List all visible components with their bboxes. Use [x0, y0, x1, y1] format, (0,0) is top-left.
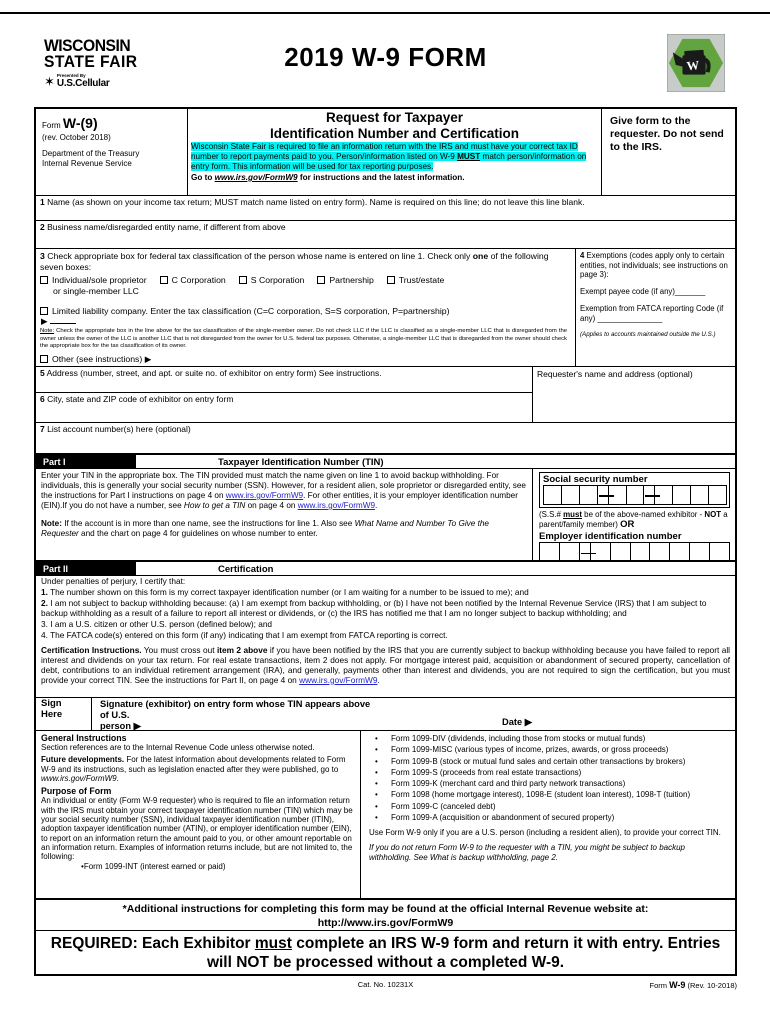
checkbox-partnership-label: Partnership [329, 274, 374, 285]
ssn-cell[interactable] [708, 486, 726, 504]
line5-label: Address (number, street, and apt. or suite no. of exhibitor on entry form) See instructions. [46, 368, 382, 378]
notice-text: Wisconsin State Fair is required to file an information return with the IRS and must have your correct tax ID number to report payments paid to you. Person/information listed on W-9 [191, 142, 578, 162]
form-1099-a-item: Form 1099-A (acquisition or abandonment of secured property) [391, 812, 615, 822]
line1-number: 1 [40, 197, 45, 207]
item2-number: 2. [41, 597, 48, 608]
ssn-dash [597, 486, 608, 504]
part2-body [36, 575, 735, 697]
notice-post: match person/information on entry form. This information will be used for tax reporting purposes. [191, 152, 587, 172]
tin-text-3: on page 4 on [245, 501, 298, 510]
general-instructions-row [36, 730, 735, 898]
page-header [34, 24, 737, 104]
checkbox-other-label: Other (see instructions) ▶ [52, 354, 152, 365]
note-text-2: and the chart on page 4 for guidelines on whose number to enter. [78, 529, 318, 538]
cert-text-1: You must cross out [141, 644, 217, 655]
list-item [369, 734, 729, 743]
tin-boxes-panel [532, 469, 735, 560]
address-requester-row [36, 366, 735, 422]
tax-classification-section [36, 249, 575, 366]
ein-cell[interactable] [709, 543, 729, 560]
item1-number: 1. [41, 586, 48, 597]
bullet-icon: • [375, 734, 378, 743]
list-item [369, 768, 729, 777]
bullet-icon: • [375, 767, 378, 777]
list-item [369, 790, 729, 799]
form-1099-div-item: Form 1099-DIV (dividends, including those from stocks or mutual funds) [391, 734, 646, 743]
item1-text: The number shown on this form is my correct taxpayer identification number (or I am waiting for a number to be issued to me); and [47, 586, 529, 597]
irs-formw9-link[interactable]: www.irs.gov/FormW9 [297, 501, 376, 510]
future-developments-paragraph [41, 755, 355, 783]
ein-title: Employer identification number [539, 530, 682, 542]
checkbox-icon[interactable] [40, 276, 48, 284]
how-to-get-tin-ref: How to get a TIN [183, 501, 246, 510]
certification-item-2 [41, 599, 730, 619]
ein-cell[interactable] [669, 543, 689, 560]
goto-post: for instructions and the latest information. [297, 173, 465, 183]
checkbox-icon[interactable] [40, 355, 48, 363]
bullet-icon: • [375, 790, 378, 800]
line3-label [40, 251, 571, 273]
request-title-line1: Request for Taxpayer [325, 110, 464, 125]
ssn-note-or: OR [620, 519, 635, 531]
requester-name-address-field[interactable]: Requester's name and address (optional) [532, 367, 735, 422]
goto-pre: Go to [191, 173, 215, 183]
future-developments-label: Future developments. [41, 755, 125, 765]
ssn-note-1: (S.S.# [539, 510, 564, 519]
certification-intro: Under penalties of perjury, I certify that: [41, 576, 186, 586]
form-1099-misc-item: Form 1099-MISC (various types of income, prizes, awards, or gross proceeds) [391, 745, 669, 755]
badge-letter: W [686, 58, 700, 74]
required-text-pre: REQUIRED: Each Exhibitor [50, 935, 255, 952]
irs-website-url[interactable]: http://www.irs.gov/FormW9 [317, 916, 454, 929]
fair-badge-icon [667, 34, 725, 92]
line2-label: Business name/disregarded entity name, if different from above [47, 222, 286, 232]
additional-instructions-line1: *Additional instructions for completing this form may be found at the official Internal Revenue website at: [122, 903, 649, 915]
ssn-cell[interactable] [672, 486, 690, 504]
goto-line [191, 173, 598, 182]
city-state-zip-input-row[interactable] [36, 393, 532, 422]
certification-item-4 [41, 631, 730, 641]
part1-body [36, 468, 735, 560]
ein-cell[interactable] [610, 543, 630, 560]
llc-classification-blank[interactable] [50, 316, 76, 324]
give-form-note: Give form to the requester. Do not send to the IRS. [610, 115, 724, 154]
line7-number: 7 [40, 424, 45, 434]
form-1099-b-item: Form 1099-B (stock or mutual fund sales and certain other transactions by brokers) [391, 756, 686, 766]
list-item [369, 813, 729, 822]
bullet-icon: • [375, 812, 378, 822]
form-meta-cell [36, 109, 187, 195]
list-item [369, 802, 729, 811]
form-footer-id [650, 980, 737, 990]
signature-input-area[interactable] [152, 720, 395, 729]
ssn-note-2: be of the above-named exhibitor - [581, 510, 705, 519]
list-item [369, 745, 729, 754]
certification-instructions [41, 646, 730, 686]
backup-withholding-note: If you do not return Form W-9 to the requester with a TIN, you might be subject to backup withholding. See What is backup withholding, page 2. [369, 843, 686, 862]
llc-note-label: Note: [40, 328, 55, 335]
checkbox-icon[interactable] [317, 276, 325, 284]
checkbox-s-corporation[interactable] [239, 275, 305, 286]
checkbox-individual[interactable] [40, 275, 147, 286]
list-item [369, 779, 729, 788]
certification-item-3 [41, 620, 730, 630]
ssn-note-3: a parent/family member) [539, 510, 728, 530]
tin-instructions-paragraph [41, 471, 527, 511]
classification-exemptions-row [36, 248, 735, 366]
line7-label: List account number(s) here (optional) [47, 424, 191, 434]
tin-instructions [36, 469, 532, 560]
line3-label-pre: Check appropriate box for federal tax classification of the person whose name is entered on line 1. Check only [47, 251, 473, 261]
line2-number: 2 [40, 222, 45, 232]
checkbox-icon[interactable] [239, 276, 247, 284]
form-number: W-(9) [62, 115, 98, 131]
ssn-cell[interactable] [626, 486, 644, 504]
llc-note-text: Check the appropriate box in the line above for the tax classification of the single-member owner. Do not check LLC if the LLC is classified as a single-member LLC that is disregarded from the owner unless the owner of the LLC is another LLC that is not disregarded from the owner for U.S. federal tax purposes. Otherwise, a single-member LLC that is disregarded from the owner should check the appropriate box for the tax classification of its owner. [40, 328, 567, 349]
tin-text-4: . [375, 501, 378, 510]
signature-label-line1: Signature (exhibitor) on entry form whose TIN appears above [100, 699, 371, 709]
form-1099-s-item: Form 1099-S (proceeds from real estate transactions) [391, 767, 582, 777]
bullet-icon: • [81, 862, 84, 872]
ssn-input-grid[interactable] [543, 485, 727, 505]
instructions-left-column [36, 731, 360, 898]
tin-note-paragraph [41, 519, 527, 539]
exemptions-section [575, 249, 735, 366]
footer-form-number: W-9 [669, 980, 686, 990]
form-head-row [36, 109, 735, 195]
irs-formw9-link[interactable]: www.irs.gov/FormW9 [225, 491, 304, 500]
fatca-code-field[interactable]: Exemption from FATCA reporting Code (if any) _______________ [580, 303, 724, 323]
list-item [369, 757, 729, 766]
page-top-rule [0, 12, 770, 14]
department-line1: Department of the Treasury [42, 148, 140, 158]
line5-number: 5 [40, 368, 45, 378]
catalog-number: Cat. No. 10231X [357, 980, 414, 989]
line4-text: Exemptions (codes apply only to certain entities, not individuals; see instructions on page 3): [580, 251, 728, 280]
checkbox-icon[interactable] [40, 307, 48, 315]
w9-form [34, 107, 737, 976]
ssn-cell[interactable] [561, 486, 579, 504]
address-input-row[interactable] [36, 367, 532, 393]
exempt-payee-field[interactable]: Exempt payee code (if any)_______ [580, 287, 706, 297]
line3-label-one: one [472, 251, 489, 261]
tin-text-2: . For other entities, it is your employer identification number (EIN).If you do not have a number, see [41, 491, 518, 510]
bullet-icon: • [375, 756, 378, 766]
bullet-icon: • [375, 801, 378, 811]
checkbox-icon[interactable] [387, 276, 395, 284]
checkbox-individual-label-line2: or single-member LLC [53, 285, 139, 296]
checkbox-individual-label: Individual/sole proprietor [52, 274, 147, 285]
ein-cell[interactable] [649, 543, 669, 560]
cert-instructions-label: Certification Instructions. [41, 644, 142, 655]
item3-number: 3. [41, 618, 48, 629]
purpose-of-form-title: Purpose of Form [41, 786, 112, 797]
line1-label: Name (as shown on your income tax return; MUST match name listed on entry form). Name is required on this line; do not leave this line blank. [47, 197, 585, 207]
ein-input-grid[interactable] [539, 542, 730, 560]
form-1098-item: Form 1098 (home mortgage interest), 1098-E (student loan interest), 1098-T (tuition) [391, 790, 691, 800]
checkbox-c-corp-label: C Corporation [171, 274, 226, 285]
what-name-ref: What Name and Number To Give the Requester [41, 519, 489, 538]
form-word: Form [42, 121, 61, 130]
ein-cell[interactable] [559, 543, 579, 560]
item2-text: I am not subject to backup withholding because: (a) I am exempt from backup withholding, or (b) I have not been notified by the Internal Revenue Service (IRS) that I am subject to backup withholding as a result of a failure to report all interest or dividends, or (c) the IRS has notified me that I am no longer subject to backup withholding; and [41, 597, 707, 618]
required-banner [36, 930, 735, 974]
page-footer [34, 980, 737, 996]
ssn-box [539, 472, 730, 508]
checkbox-trust-label: Trust/estate [398, 274, 445, 285]
ein-cell[interactable] [689, 543, 709, 560]
fair-notice [191, 142, 598, 172]
business-name-input-row[interactable] [36, 220, 735, 248]
ssn-requirement-note [539, 510, 730, 531]
part1-title: Taxpayer Identification Number (TIN) [218, 457, 384, 468]
checkbox-llc-label: Limited liability company. Enter the tax classification (C=C corporation, S=S corporation, P=partnership) [52, 305, 450, 316]
future-developments-end: . [116, 774, 119, 783]
ein-cell[interactable] [590, 543, 610, 560]
cert-item2-ref: item 2 above [216, 644, 268, 655]
general-instructions-title: General Instructions [41, 733, 127, 743]
form-1099-k-item: Form 1099-K (merchant card and third party network transactions) [391, 779, 626, 789]
list-item [81, 862, 355, 871]
part2-label: Part II [36, 562, 136, 575]
checkbox-c-corporation[interactable] [160, 275, 226, 286]
checkbox-llc[interactable] [40, 306, 571, 317]
account-numbers-input-row[interactable] [36, 422, 735, 453]
note-text-1: If the account is in more than one name, see the instructions for line 1. Also see [61, 519, 355, 528]
sponsor-name: U.S.Cellular [56, 78, 110, 90]
instructions-right-column [360, 731, 735, 898]
irs-formw9-link[interactable]: www.irs.gov/FormW9 [214, 173, 298, 183]
required-text-post: complete an IRS W-9 form and return it with entry. Entries will NOT be processed without a completed W-9. [206, 935, 721, 972]
form-1099-c-item: Form 1099-C (canceled debt) [391, 801, 496, 811]
form-1099-int-item: Form 1099-INT (interest earned or paid) [83, 862, 226, 872]
part2-header [36, 560, 735, 575]
line3-label-post: of the following seven boxes: [40, 251, 549, 272]
line3-number: 3 [40, 251, 45, 261]
part1-label: Part I [36, 455, 136, 468]
fatca-applies-note: (Applies to accounts maintained outside the U.S.) [580, 331, 716, 339]
item3-text: I am a U.S. citizen or other U.S. person (defined below); and [47, 618, 273, 629]
presented-by-block [44, 73, 194, 89]
part2-title: Certification [218, 564, 274, 575]
logo-line2: STATE FAIR [44, 52, 138, 72]
checkbox-icon[interactable] [160, 276, 168, 284]
certification-item-1 [41, 588, 730, 598]
ssn-title: Social security number [543, 474, 648, 485]
line6-label: City, state and ZIP code of exhibitor on entry form [47, 394, 234, 404]
ssn-note-must: must [563, 510, 582, 519]
ssn-cell[interactable] [544, 486, 561, 504]
ssn-cell[interactable] [690, 486, 708, 504]
llc-note [40, 328, 571, 350]
line4-label [580, 251, 731, 280]
form-revision: (rev. October 2018) [42, 132, 111, 142]
date-input-area[interactable] [537, 719, 687, 728]
address-column [36, 367, 532, 422]
cert-text-2: if you have been notified by the IRS that you are currently subject to backup withholding because you have failed to report all interest and dividends on your tax return. For real estate transactions, item 2 does not apply. For mortgage interest paid, acquisition or abandonment of secured property, cancellation of debt, contributions to an individual retirement arrangement (IRA), and generally, payments other than interest and dividends, you are not required to sign the certification, but you must provide your correct TIN. See the instructions for Part II, on page 4 on [41, 644, 731, 685]
checkbox-trust-estate[interactable] [387, 275, 445, 286]
sign-word: Sign [41, 698, 62, 709]
uscellular-spark-icon: ✶ [44, 73, 55, 89]
footer-form-word: Form [649, 981, 670, 990]
department-line2: Internal Revenue Service [42, 158, 132, 168]
bullet-icon: • [375, 779, 378, 789]
checkbox-other[interactable] [40, 354, 571, 365]
item4-text: The FATCA code(s) entered on this form (if any) indicating that I am exempt from FATCA reporting is correct. [47, 629, 448, 640]
llc-classification-entry[interactable] [41, 316, 571, 327]
ssn-dash [643, 486, 654, 504]
page-title: 2019 W-9 FORM [284, 42, 487, 72]
date-label: Date ▶ [502, 717, 532, 728]
signature-label-line3: person ▶ [100, 720, 141, 730]
additional-instructions-banner [36, 898, 735, 930]
use-form-w9-text: Use Form W-9 only if you are a U.S. person (including a resident alien), to provide your correct TIN. [369, 828, 721, 838]
note-label: Note: [41, 519, 62, 528]
future-developments-text: For the latest information about developments related to Form W-9 and its instructions, such as legislation enacted after they were published, go to [41, 755, 346, 774]
sign-here-label [36, 698, 92, 730]
ein-cell[interactable] [540, 543, 559, 560]
cert-text-3: . [377, 674, 380, 685]
signature-cell [92, 698, 735, 730]
line4-number: 4 [580, 251, 585, 260]
item4-number: 4. [41, 629, 48, 640]
sign-here-row [36, 697, 735, 730]
ssn-cell[interactable] [579, 486, 597, 504]
request-title-line2: Identification Number and Certification [269, 125, 520, 141]
here-word: Here [41, 708, 63, 720]
notice-must: MUST [457, 152, 481, 162]
ein-cell[interactable] [630, 543, 650, 560]
checkbox-s-corp-label: S Corporation [250, 274, 305, 285]
presented-by-label: Presented By [56, 73, 86, 79]
part1-header [36, 453, 735, 468]
bullet-icon: • [375, 745, 378, 755]
logo-line1: WISCONSIN [44, 36, 131, 55]
tin-text-1: Enter your TIN in the appropriate box. The TIN provided must match the name given on line 1 to avoid backup withholding. For individuals, this is generally your social security number (SSN). However, for a resident alien, sole proprietor or disregarded entity, see the instructions for Part I instructions on page 4 on [41, 471, 526, 500]
form-title-cell [187, 109, 602, 195]
irs-formw9-link[interactable]: www.irs.gov/FormW9 [41, 774, 117, 783]
section-references-text: Section references are to the Internal Revenue Code unless otherwise noted. [41, 743, 315, 753]
required-must: must [254, 935, 292, 952]
name-input-row[interactable] [36, 195, 735, 220]
irs-formw9-link[interactable]: www.irs.gov/FormW9 [299, 674, 378, 685]
checkbox-partnership[interactable] [317, 275, 373, 286]
footer-form-revision: (Rev. 10-2018) [685, 981, 737, 990]
purpose-of-form-text: An individual or entity (Form W-9 requester) who is required to file an information return with the IRS must obtain your correct taxpayer identification number (TIN) which may be your social security number (SSN), individual taxpayer identification number (ITIN), adoption taxpayer identification number (ATIN), or employer identification number (EIN), to report on an information return the amount paid to you, or other amount reportable on an information return. Examples of information returns include, but are not limited to, the following: [41, 796, 353, 862]
ssn-note-not: NOT [704, 510, 722, 519]
line6-number: 6 [40, 394, 45, 404]
signature-label-line2: of U.S. [100, 709, 130, 720]
arrow-right-icon: ▶ [41, 316, 48, 327]
ein-dash [579, 543, 590, 560]
classification-checkboxes [40, 275, 571, 286]
